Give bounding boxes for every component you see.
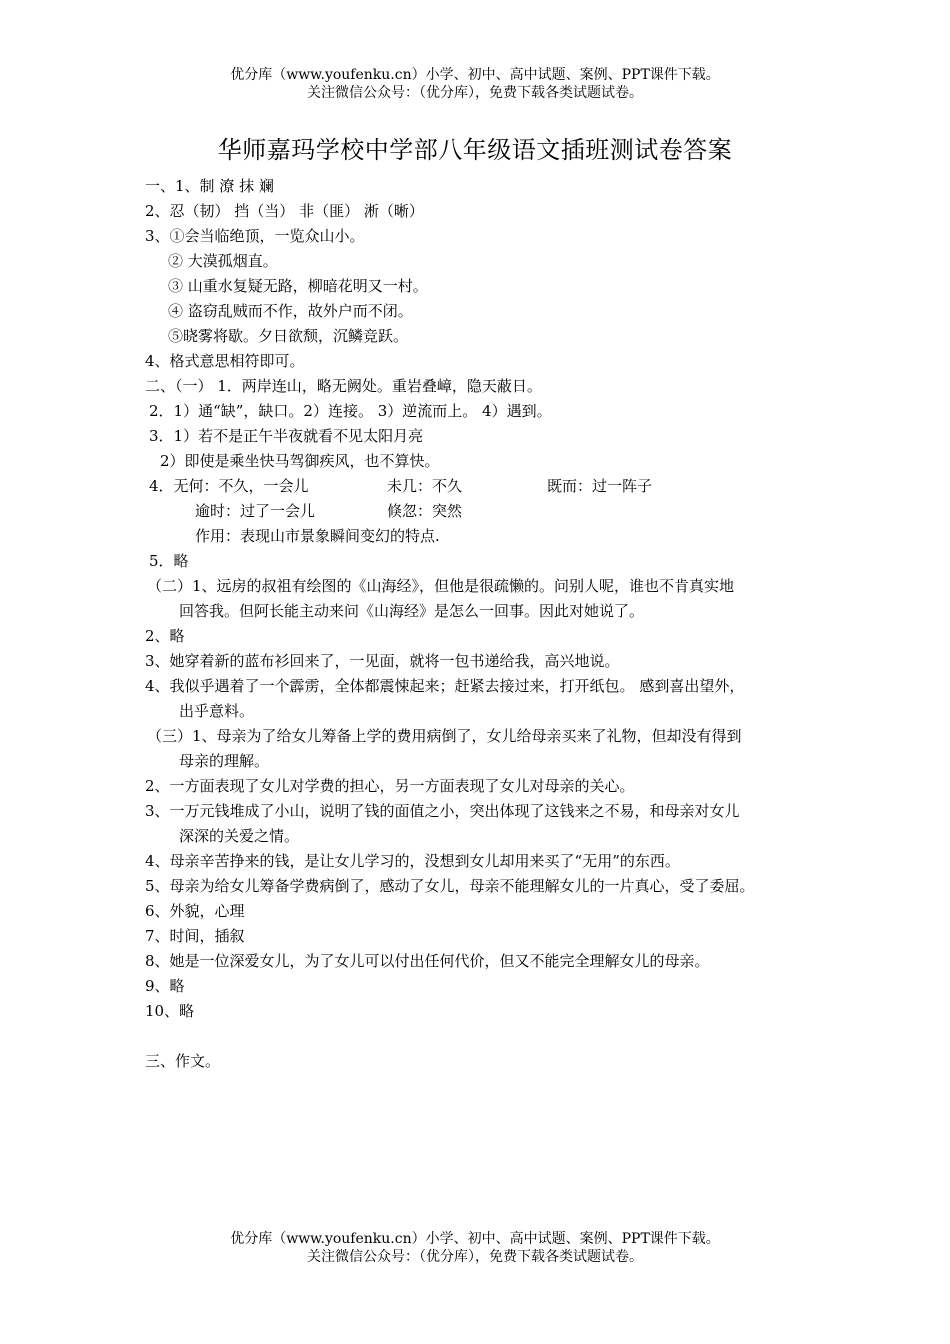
text-line: 4、母亲辛苦挣来的钱，是让女儿学习的，没想到女儿却用来买了“无用”的东西。 [145,852,680,870]
text-line: 3、一万元钱堆成了小山，说明了钱的面值之小，突出体现了这钱来之不易，和母亲对女儿 [145,802,740,820]
text-line: ② 大漠孤烟直。 [168,252,278,270]
text-line: ④ 盗窃乱贼而不作，故外户而不闭。 [168,302,413,320]
answer-content [145,174,825,1074]
text-line: 3、她穿着新的蓝布衫回来了，一见面，就将一包书递给我，高兴地说。 [145,652,620,670]
text-segment: 逾时：过了一会儿 [195,502,316,520]
footer-line-2: 关注微信公众号：（优分库），免费下载各类试题试卷。 [307,1249,643,1265]
text-segment: 4．无何：不久，一会儿 [149,477,309,495]
text-line: 3、①会当临绝顶，一览众山小。 [145,227,365,245]
text-line: 出乎意料。 [179,702,255,720]
text-line: 6、外貌，心理 [145,902,245,920]
text-line: ⑤晓雾将歇。夕日欲颓，沉鳞竞跃。 [168,327,409,345]
text-line: 2、略 [145,627,185,645]
text-line: ③ 山重水复疑无路，柳暗花明又一村。 [168,277,428,295]
text-line: 4、格式意思相符即可。 [145,352,305,370]
text-line: 2、忍（韧） 挡（当） 非（匪） 淅（晰） [145,202,424,220]
text-line: 4、我似乎遇着了一个霹雳，全体都震悚起来；赶紧去接过来，打开纸包。 感到喜出望外， [145,677,745,695]
text-line: （三）1、母亲为了给女儿筹备上学的费用病倒了，女儿给母亲买来了礼物，但却没有得到 [147,727,742,745]
text-line: 二、（一） 1．两岸连山，略无阙处。重岩叠嶂，隐天蔽日。 [145,377,542,395]
page-footer [0,1230,950,1266]
text-segment: 未几：不久 [387,477,463,495]
text-line: 回答我。但阿长能主动来问《山海经》是怎么一回事。因此对她说了。 [179,602,645,620]
text-line: 作用：表现山市景象瞬间变幻的特点. [195,527,440,545]
text-line [145,474,825,499]
footer-line-1: 优分库（www.youfenku.cn）小学、初中、高中试题、案例、PPT课件下载。 [230,1231,720,1247]
text-line: 三、作文。 [145,1052,221,1070]
text-line: 8、她是一位深爱女儿，为了女儿可以付出任何代价，但又不能完全理解女儿的母亲。 [145,952,710,970]
text-line: 2．1）通“缺”，缺口。2）连接。 3）逆流而上。 4）遇到。 [149,402,552,420]
text-line: 3．1）若不是正午半夜就看不见太阳月亮 [149,427,424,445]
text-line: 7、时间，插叙 [145,927,245,945]
text-line: 母亲的理解。 [179,752,270,770]
page-header [0,66,950,102]
spacer [145,1024,825,1049]
header-line-2: 关注微信公众号：（优分库），免费下载各类试题试卷。 [307,85,643,101]
text-segment: 倏忽：突然 [387,502,463,520]
text-line: 5、母亲为给女儿筹备学费病倒了，感动了女儿，母亲不能理解女儿的一片真心，受了委屈。 [145,877,755,895]
text-segment: 既而：过一阵子 [547,477,653,495]
text-line [145,499,825,524]
text-line: 5．略 [149,552,189,570]
text-line: 2、一方面表现了女儿对学费的担心，另一方面表现了女儿对母亲的关心。 [145,777,635,795]
text-line: 一、1、制 潦 抹 斓 [145,177,274,195]
text-line: 10、略 [145,1002,195,1020]
page-title: 华师嘉玛学校中学部八年级语文插班测试卷答案 [217,136,733,164]
text-line: 9、略 [145,977,185,995]
text-line: 2）即使是乘坐快马驾御疾风，也不算快。 [160,452,440,470]
text-line: （二）1、远房的叔祖有绘图的《山海经》，但他是很疏懒的。问别人呢，谁也不肯真实地 [147,577,735,595]
header-line-1: 优分库（www.youfenku.cn）小学、初中、高中试题、案例、PPT课件下载。 [230,67,720,83]
text-line: 深深的关爱之情。 [179,827,300,845]
